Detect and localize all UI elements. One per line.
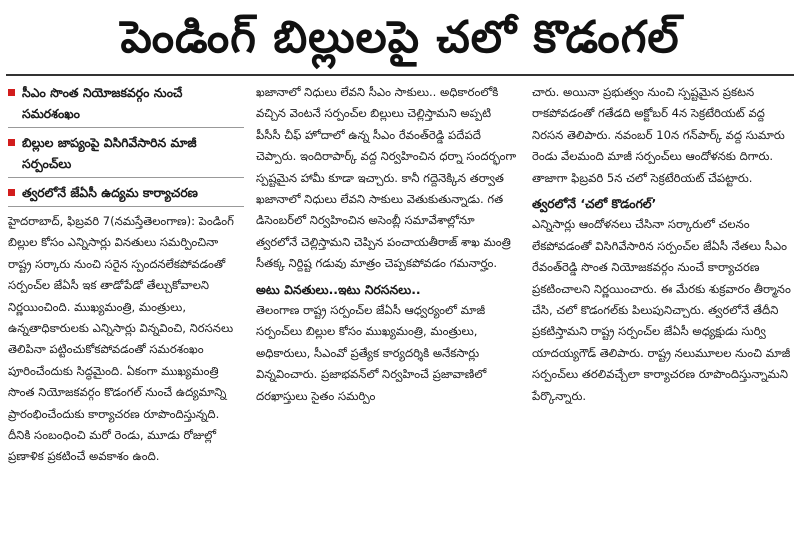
column-3 [532,82,794,407]
red-square-bullet-icon [8,89,15,96]
divider [8,127,244,128]
article-paragraph: చారు. అయినా ప్రభుత్వం నుంచి స్పష్టమైన ప్రకటన రాకపోవడంతో గతేడది అక్టోబర్ 4న సెక్రటేరియట్ వద్ద నిరసన తెలిపారు. నవంబర్ 10న గన్‌పార్క్ వద్ద సుమారు రెండు వేలమంది మాజీ సర్పంచ్‌లు ఆందోళనకు దిగారు. తాజాగా ఫిబ్రవరి 5న చలో సెక్రటేరియట్ చేపట్టారు. [532,85,785,185]
subheading: త్వరలోనే ‘చలో కొడంగల్’ [532,196,657,212]
article-paragraph: ఖజానాలో నిధులు లేవని సీఎం సాకులు.. అధికారంలోకి వచ్చిన వెంటనే సర్పంచ్‌ల బిల్లులు చెల్లిస్తామని అప్పటి పీసీసీ చీఫ్ హోదాలో ఉన్న సీఎం రేవంత్‌రెడ్డి పదేపదే చెప్పారు. ఇందిరాపార్క్ వద్ద నిర్వహించిన ధర్నా సందర్భంగా స్పష్టమైన హామీ కూడా ఇచ్చారు. కానీ గద్దెనెక్కిన తర్వాత ఖజానాలో నిధులు లేవని సాకులు వెతుకుతున్నాడు. గత డిసెంబర్‌లో నిర్వహించిన అసెంబ్లీ సమావేశాల్లోనూ త్వరలోనే చెల్లిస్తామని చెప్పిన పంచాయతీరాజ్ శాఖ మంత్రి సీతక్క నిర్దిష్ట గడువు మాత్రం చెప్పకపోవడం గమనార్హం. [256,85,517,271]
article-paragraph: ఎన్నిసార్లు ఆందోళనలు చేసినా సర్కారులో చలనం లేకపోవడంతో విసిగివేసారిన సర్పంచ్‌ల జేఏసీ నేతలు సీఎం రేవంత్‌రెడ్డి సొంత నియోజకవర్గం నుంచే కార్యాచరణ ప్రకటించాలని నిర్ణయించారు. ఈ మేరకు శుక్రవారం తీర్మానం చేసి, చలో కొడంగల్‌కు పిలుపునిచ్చారు. త్వరలోనే తేదీని ప్రకటిస్తామని రాష్ట్ర సర్పంచ్‌ల జేఏసీ అధ్యక్షుడు సుర్వి యాదయ్యగౌడ్ తెలిపారు. రాష్ట్ర నలుమూలల నుంచి మాజీ సర్పంచ్‌లు తరలివచ్చేలా కార్యాచరణ రూపొందిస్తున్నామని పేర్కొన్నారు. [532,217,791,403]
highlight-text: సీఎం సొంత నియోజకవర్గం నుంచే సమరశంఖం [22,85,183,121]
red-square-bullet-icon [8,139,15,146]
article-paragraph: తెలంగాణ రాష్ట్ర సర్పంచ్‌ల జేఏసీ ఆధ్వర్యంలో మాజీ సర్పంచ్‌లు బిల్లుల కోసం ముఖ్యమంత్రి, మంత్రులు, అధికారులు, సీఎంవో ప్రత్యేక కార్యదర్శికి అనేకసార్లు విన్నవించారు. ప్రజాభవన్‌లో నిర్వహించే ప్రజావాణిలో దరఖాస్తులు సైతం సమర్పిం [256,303,487,403]
headline-rule [6,74,794,76]
column-1 [8,82,244,468]
highlight-item [8,82,244,124]
highlight-text: బిల్లుల జాప్యంపై విసిగివేసారిన మాజీ సర్పంచ్‌లు [22,135,197,171]
highlight-item [8,132,244,174]
red-square-bullet-icon [8,189,15,196]
article-paragraph: హైదరాబాద్, ఫిబ్రవరి 7(నమస్తేతెలంగాణ): పెండింగ్ బిల్లుల కోసం ఎన్నిసార్లు వినతులు సమర్పించినా రాష్ట్ర సర్కారు నుంచి సరైన స్పందనలేకపోవడంతో సర్పంచ్‌ల జేఏసీ ఇక తాడోపేడో తేల్చుకోవాలని నిర్ణయించింది. ముఖ్యమంత్రి, మంత్రులు, ఉన్నతాధికారులకు ఎన్నిసార్లు విన్నవించి, నిరసనలు తెలిపినా పట్టించుకోకపోవడంతో సమరశంఖం పూరించేందుకు సిద్ధమైంది. ఏకంగా ముఖ్యమంత్రి సొంత నియోజకవర్గం కొడంగల్ నుంచే ఉద్యమాన్ని ప్రారంభించేందుకు కార్యాచరణ రూపొందిస్తున్నది. దీనికి సంబంధించి మరో రెండు, మూడు రోజుల్లో ప్రణాళిక ప్రకటించే అవకాశం ఉంది. [8,214,234,464]
divider [8,206,244,207]
column-2 [256,82,518,407]
subheading: అటు వినతులు..ఇటు నిరసనలు.. [256,281,421,297]
highlight-text: త్వరలోనే జేఏసీ ఉద్యమ కార్యాచరణ [22,185,198,200]
divider [8,177,244,178]
highlight-item [8,182,244,203]
headline: పెండింగ్ బిల్లులపై చలో కొడంగల్ [120,12,680,63]
